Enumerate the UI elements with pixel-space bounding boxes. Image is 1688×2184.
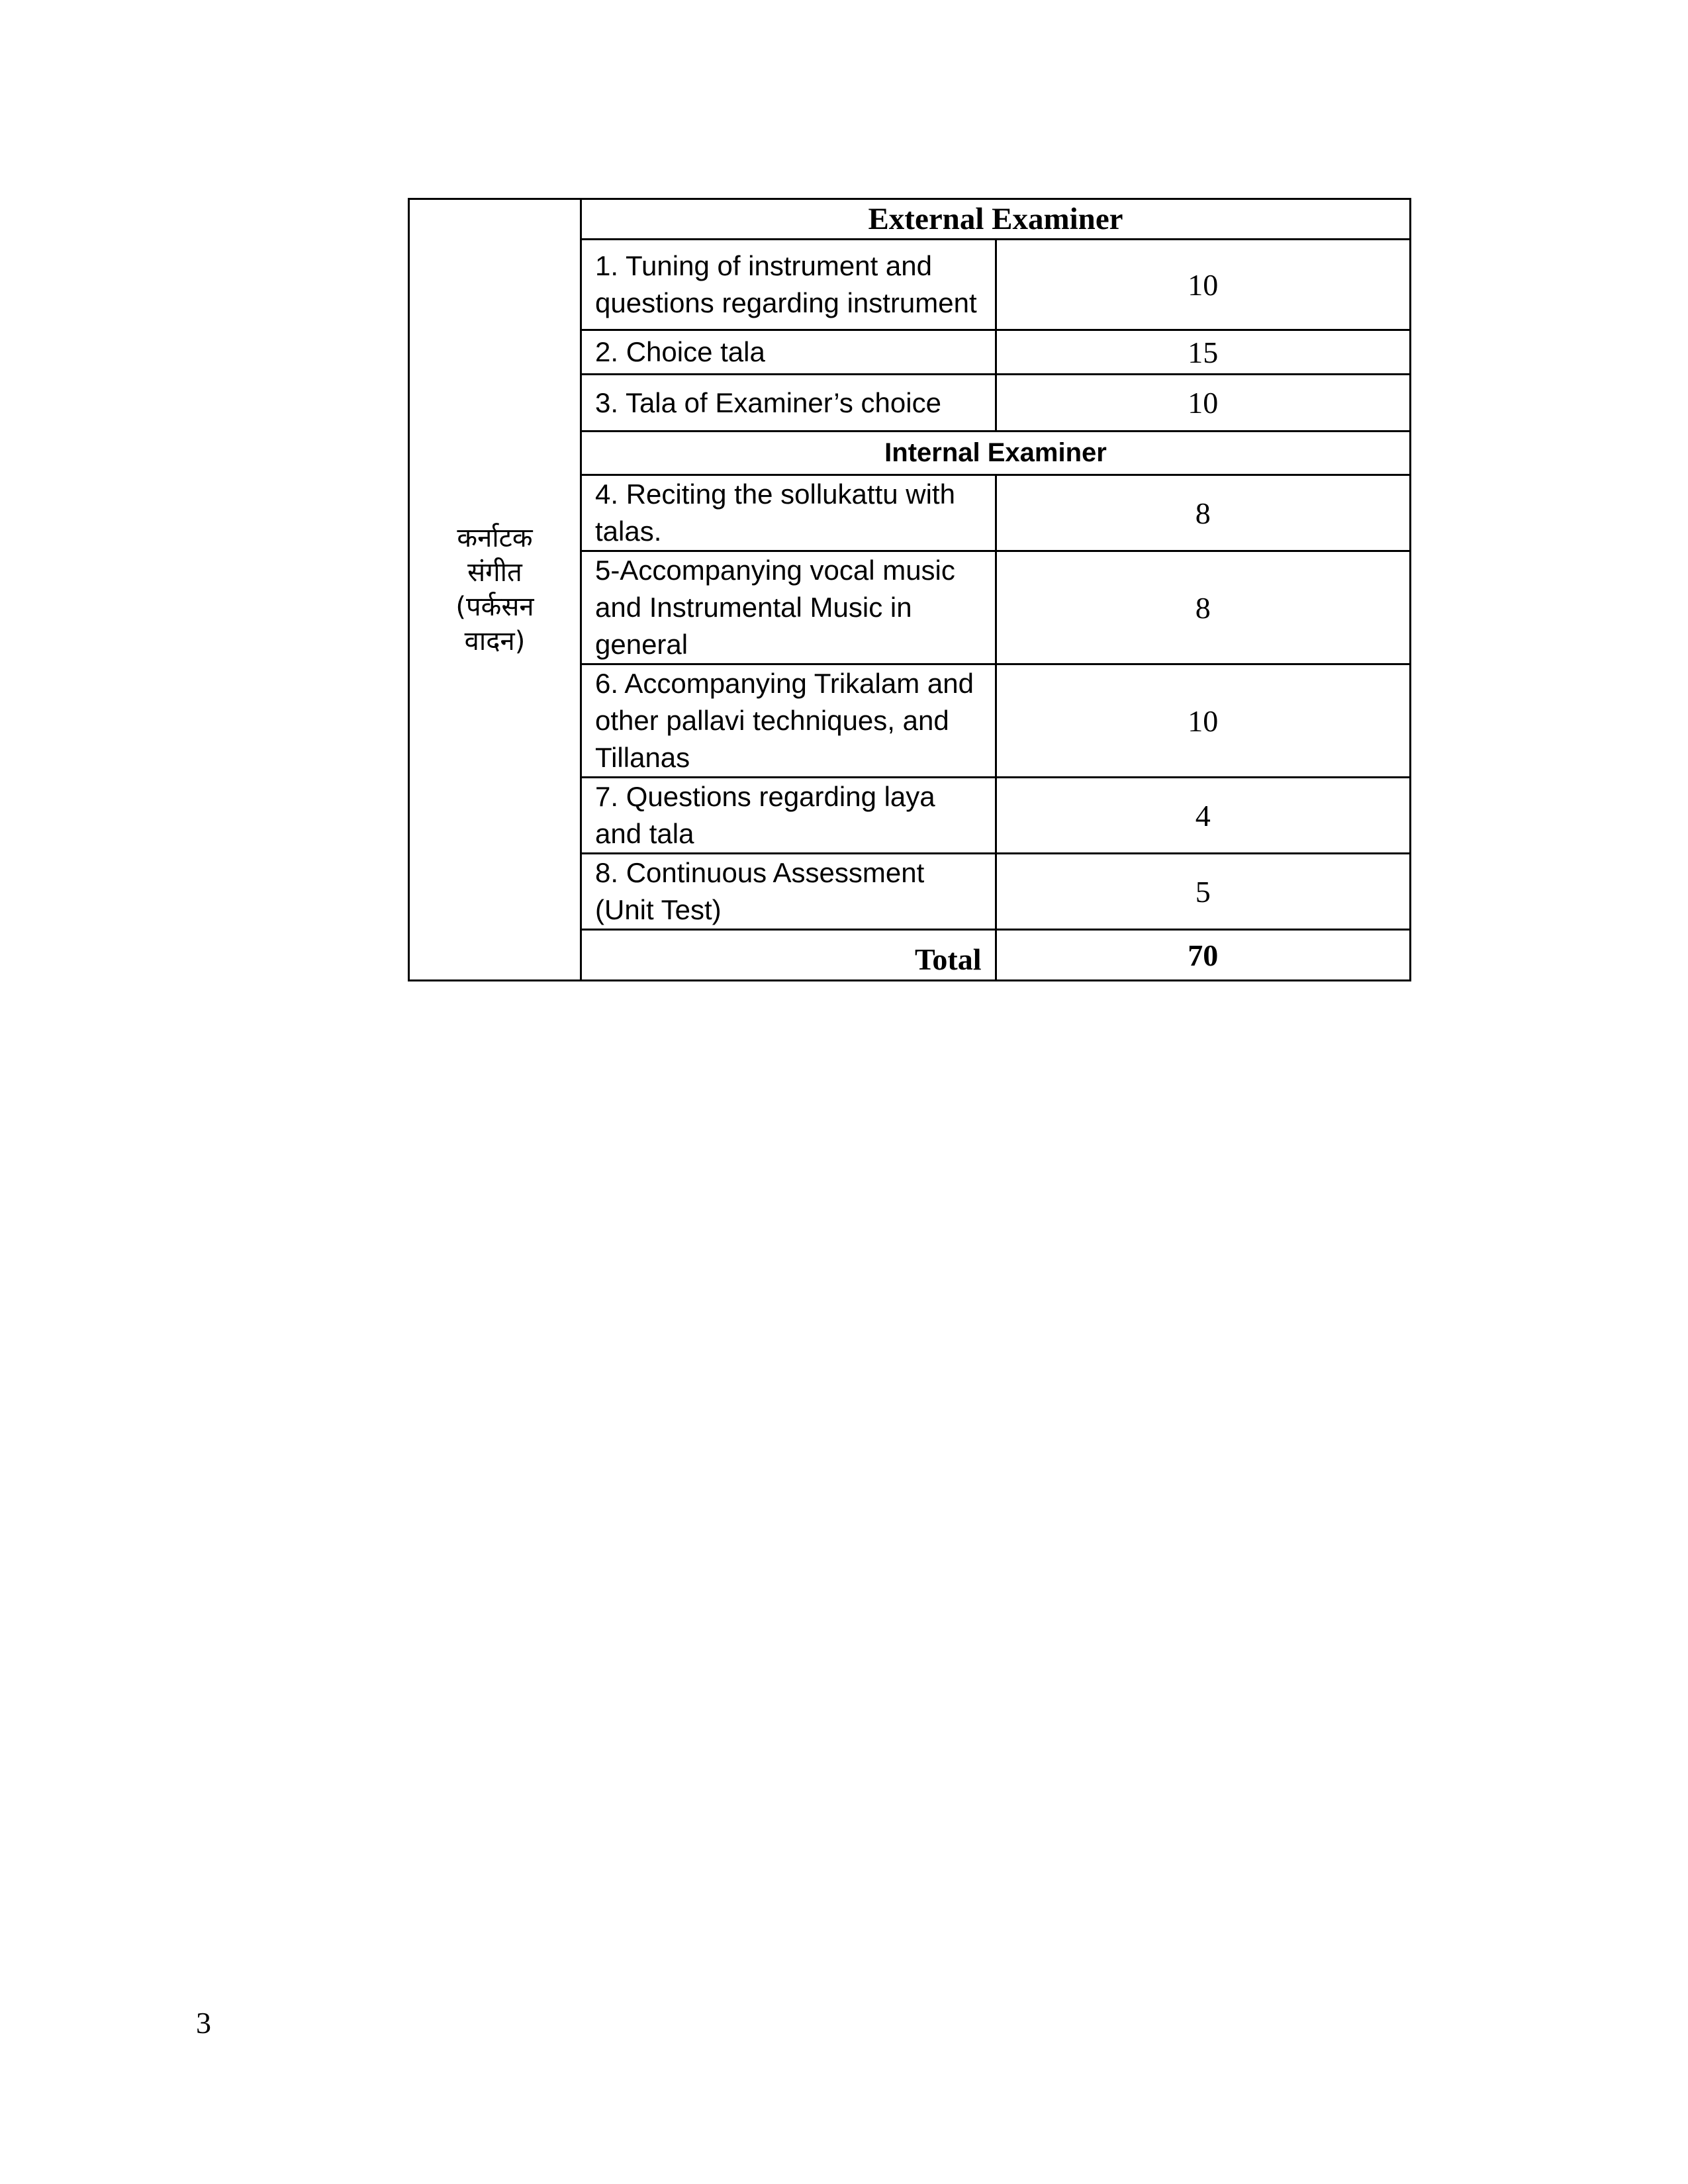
subject-line: कर्नाटक [457,523,533,553]
subject-line: वादन) [464,626,526,657]
item-marks: 10 [996,664,1411,778]
total-value: 70 [996,930,1411,981]
item-label: 2. Choice tala [581,330,996,375]
item-label: 4. Reciting the sollukattu with talas. [581,475,996,551]
item-marks: 8 [996,475,1411,551]
external-examiner-heading: External Examiner [581,199,1411,240]
item-marks: 15 [996,330,1411,375]
marks-distribution-table [408,198,1411,981]
total-label: Total [581,930,996,981]
item-marks: 8 [996,551,1411,664]
page-number: 3 [196,2006,211,2040]
item-label: 7. Questions regarding laya and tala [581,778,996,854]
item-marks: 10 [996,240,1411,330]
internal-examiner-heading: Internal Examiner [581,432,1411,475]
item-label: 3. Tala of Examiner’s choice [581,375,996,432]
item-marks: 5 [996,854,1411,930]
item-label: 8. Continuous Assessment (Unit Test) [581,854,996,930]
subject-name-cell [409,199,581,981]
item-label: 1. Tuning of instrument and questions regarding instrument [581,240,996,330]
subject-line: (पर्कसन [455,592,534,622]
item-marks: 10 [996,375,1411,432]
subject-line: संगीत [467,557,522,588]
item-label: 6. Accompanying Trikalam and other pallavi techniques, and Tillanas [581,664,996,778]
item-label: 5-Accompanying vocal music and Instrumental Music in general [581,551,996,664]
item-marks: 4 [996,778,1411,854]
